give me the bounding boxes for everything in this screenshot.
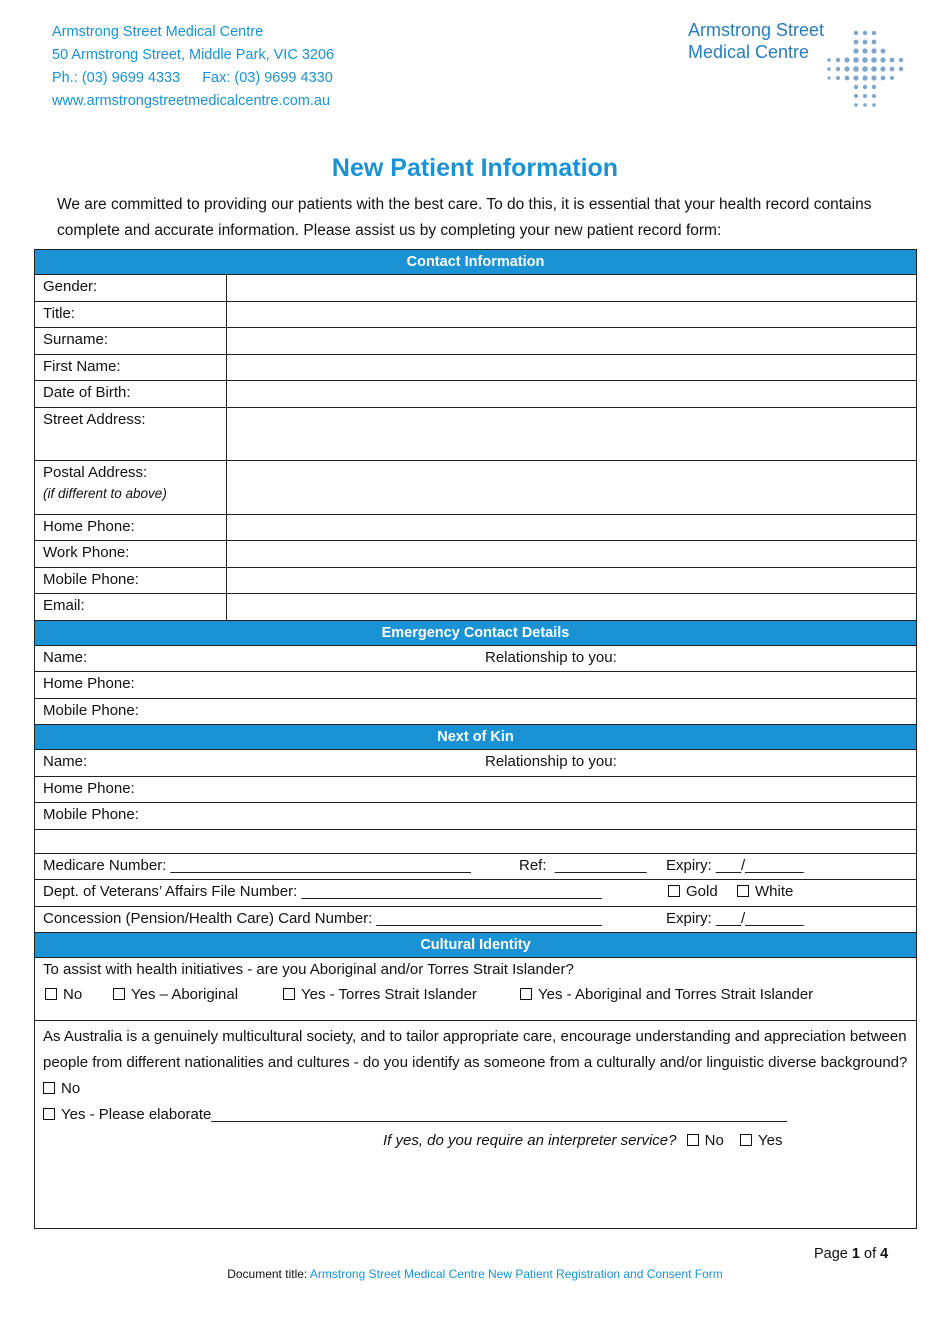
- page-number: [814, 1246, 888, 1262]
- medicare-expiry-label: Expiry: ___/_______: [666, 856, 804, 874]
- email-field[interactable]: [227, 594, 916, 620]
- gender-label: Gender:: [35, 275, 227, 301]
- concession-row[interactable]: [35, 907, 916, 934]
- cald-no-label: No: [61, 1080, 81, 1097]
- interpreter-yes-label: Yes: [758, 1132, 783, 1149]
- kin-relationship-label: Relationship to you:: [485, 753, 617, 770]
- org-contact: [52, 67, 334, 90]
- atsi-no-label: No: [63, 986, 83, 1003]
- gender-row: [35, 275, 916, 302]
- work-phone-field[interactable]: [227, 541, 916, 567]
- home-phone-field[interactable]: [227, 515, 916, 541]
- org-name: Armstrong Street Medical Centre: [52, 24, 264, 40]
- atsi-aboriginal-label: Yes – Aboriginal: [131, 986, 239, 1003]
- gold-label: Gold: [686, 883, 718, 900]
- title-field[interactable]: [227, 302, 916, 328]
- surname-label: Surname:: [35, 328, 227, 354]
- white-label: White: [755, 883, 794, 900]
- dob-label: Date of Birth:: [35, 381, 227, 407]
- interpreter-no-checkbox[interactable]: [687, 1134, 699, 1146]
- medicare-label: Medicare Number: ____________________________________: [43, 856, 471, 874]
- emergency-name-label: Name:: [43, 648, 88, 666]
- logo-dots-icon: [822, 29, 908, 111]
- emergency-relationship-label: Relationship to you:: [485, 648, 617, 666]
- emergency-name-row[interactable]: [35, 646, 916, 673]
- work-phone-row: [35, 541, 916, 568]
- cald-question: As Australia is a genuinely multicultural society, and to tailor appropriate care, encourage understanding and appreciation between people from different nationalities and cultures - do you identify as someone from a culturally and/or linguistic diverse background?: [43, 1028, 908, 1071]
- first-name-field[interactable]: [227, 355, 916, 381]
- surname-field[interactable]: [227, 328, 916, 354]
- medicare-row[interactable]: [35, 854, 916, 881]
- first-name-row: [35, 355, 916, 382]
- patient-form: [34, 249, 917, 1229]
- doc-title: Armstrong Street Medical Centre New Patient Registration and Consent Form: [309, 1267, 723, 1281]
- interpreter-row: [43, 1128, 908, 1154]
- white-checkbox[interactable]: [737, 885, 749, 897]
- atsi-both-label: Yes - Aboriginal and Torres Strait Islander: [538, 986, 814, 1003]
- home-phone-label: Home Phone:: [35, 515, 227, 541]
- page-current: 1: [851, 1246, 860, 1262]
- emergency-mobile-label: Mobile Phone:: [43, 701, 139, 719]
- dva-label: Dept. of Veterans’ Affairs File Number: ____________________________________: [43, 883, 602, 900]
- atsi-question: To assist with health initiatives - are you Aboriginal and/or Torres Strait Islander?: [43, 961, 574, 978]
- document-title: [0, 1267, 950, 1281]
- first-name-label: First Name:: [35, 355, 227, 381]
- home-phone-row: [35, 515, 916, 542]
- interpreter-question: If yes, do you require an interpreter service?: [383, 1132, 677, 1149]
- concession-label: Concession (Pension/Health Care) Card Number: ___________________________: [43, 909, 602, 927]
- atsi-both-option[interactable]: [520, 986, 813, 1003]
- blank-row: [35, 830, 916, 854]
- logo-text: [688, 19, 824, 63]
- surname-row: [35, 328, 916, 355]
- emergency-mobile-row[interactable]: [35, 699, 916, 726]
- email-row: [35, 594, 916, 621]
- cald-question-block: [35, 1021, 916, 1228]
- interpreter-no-label: No: [704, 1132, 724, 1149]
- atsi-question-block: [35, 958, 916, 1021]
- gold-checkbox[interactable]: [668, 885, 680, 897]
- kin-home-phone-label: Home Phone:: [43, 779, 135, 797]
- page-of: of: [859, 1246, 881, 1262]
- white-option[interactable]: [737, 883, 793, 900]
- mobile-phone-row: [35, 568, 916, 595]
- cald-yes-checkbox[interactable]: [43, 1108, 55, 1120]
- header-info: [52, 21, 334, 113]
- street-row: [35, 408, 916, 462]
- street-field[interactable]: [227, 408, 916, 461]
- kin-heading: Next of Kin: [35, 725, 916, 750]
- page-prefix: Page: [814, 1246, 852, 1262]
- ref-label: Ref: ___________: [519, 856, 647, 874]
- kin-mobile-row[interactable]: [35, 803, 916, 830]
- doc-label: Document title:: [227, 1267, 310, 1281]
- page-title: New Patient Information: [331, 154, 619, 182]
- gold-option[interactable]: [668, 883, 718, 900]
- work-phone-label: Work Phone:: [35, 541, 227, 567]
- emergency-heading: Emergency Contact Details: [35, 621, 916, 646]
- dva-row[interactable]: [35, 880, 916, 907]
- org-address: 50 Armstrong Street, Middle Park, VIC 3206: [52, 47, 335, 63]
- cald-no-option[interactable]: [43, 1076, 908, 1102]
- mobile-phone-field[interactable]: [227, 568, 916, 594]
- atsi-tsi-checkbox[interactable]: [283, 988, 295, 1000]
- concession-expiry-label: Expiry: ___/_______: [666, 909, 804, 927]
- street-label: Street Address:: [35, 408, 227, 461]
- title-label: Title:: [35, 302, 227, 328]
- postal-field[interactable]: [227, 461, 916, 514]
- kin-home-phone-row[interactable]: [35, 777, 916, 804]
- atsi-aboriginal-checkbox[interactable]: [113, 988, 125, 1000]
- email-label: Email:: [35, 594, 227, 620]
- postal-label: Postal Address:: [43, 464, 148, 481]
- page-total: 4: [880, 1246, 889, 1262]
- atsi-tsi-label: Yes - Torres Strait Islander: [301, 986, 477, 1003]
- logo-line1: Armstrong Street: [688, 20, 825, 40]
- atsi-tsi-option[interactable]: [283, 986, 477, 1003]
- cald-no-checkbox[interactable]: [43, 1082, 55, 1094]
- emergency-home-phone-label: Home Phone:: [43, 675, 135, 692]
- org-website[interactable]: www.armstrongstreetmedicalcentre.com.au: [52, 93, 331, 109]
- atsi-both-checkbox[interactable]: [520, 988, 532, 1000]
- contact-heading: Contact Information: [35, 250, 916, 275]
- emergency-home-phone-row[interactable]: [35, 672, 916, 699]
- cald-yes-option[interactable]: [43, 1102, 908, 1128]
- cultural-heading: Cultural Identity: [35, 933, 916, 958]
- postal-label-cell: [35, 461, 227, 514]
- interpreter-yes-option[interactable]: [740, 1132, 782, 1149]
- kin-name-row[interactable]: [35, 750, 916, 777]
- cald-yes-label: Yes - Please elaborate_____________________________________________________________________: [61, 1106, 787, 1123]
- dob-row: [35, 381, 916, 408]
- postal-note: (if different to above): [43, 486, 167, 501]
- org-phone: Ph.: (03) 9699 4333: [52, 70, 181, 86]
- title-row: [35, 302, 916, 329]
- atsi-no-checkbox[interactable]: [45, 988, 57, 1000]
- interpreter-no-option[interactable]: [687, 1132, 724, 1149]
- intro-text: We are committed to providing our patients with the best care. To do this, it is essential that your health record contains complete and accurate information. Please assist us by completing your new patient record form:: [57, 196, 872, 239]
- org-fax: Fax: (03) 9699 4330: [202, 70, 333, 86]
- atsi-no-option[interactable]: [45, 986, 82, 1003]
- gender-field[interactable]: [227, 275, 916, 301]
- interpreter-yes-checkbox[interactable]: [740, 1134, 752, 1146]
- atsi-aboriginal-option[interactable]: [113, 986, 238, 1003]
- postal-row: [35, 461, 916, 515]
- mobile-phone-label: Mobile Phone:: [35, 568, 227, 594]
- kin-name-label: Name:: [43, 753, 88, 770]
- logo: [688, 19, 918, 114]
- logo-line2: Medical Centre: [688, 42, 810, 62]
- dob-field[interactable]: [227, 381, 916, 407]
- kin-mobile-label: Mobile Phone:: [43, 806, 139, 823]
